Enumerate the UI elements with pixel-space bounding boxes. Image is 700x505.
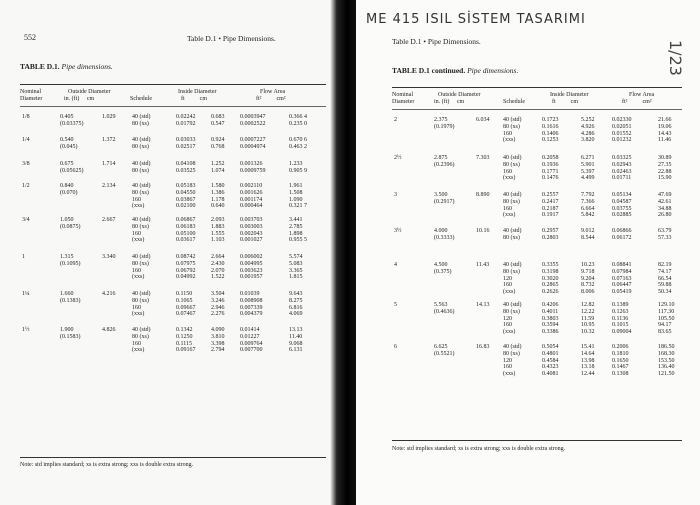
top-rule: [392, 87, 682, 88]
cell-fcm: 3.441 2.785 1.898 0.955 5: [289, 217, 307, 244]
cell-ft: 0.2557 0.2417 0.2187 0.1917: [542, 192, 559, 219]
cell-fa: 0.06866 0.06172: [612, 228, 632, 241]
cell-ft: 0.08742 0.07975 0.06792 0.04992: [176, 254, 196, 281]
cell-od: 0.840 (0.070): [60, 183, 78, 196]
col-flow-units: ft² cm²: [256, 96, 286, 102]
cell-cm: 14.13: [476, 302, 490, 308]
cell-fcm: 30.89 27.35 22.88 15.90: [658, 155, 672, 182]
cell-od: 2.875 (0.2396): [434, 155, 455, 168]
cell-icm: 9.012 8.544: [581, 228, 595, 241]
top-rule: [20, 84, 326, 85]
page-number: 552: [24, 33, 36, 42]
cell-od: 1.050 (0.0875): [60, 217, 81, 230]
cell-fcm: 13.13 11.40 9.068 6.131: [289, 327, 303, 354]
right-page: [356, 0, 700, 505]
col-schedule: Schedule: [130, 96, 152, 102]
cell-icm: 6.271 5.901 5.397 4.499: [581, 155, 595, 182]
cell-od: 4.500 (0.375): [434, 262, 452, 275]
cell-fa: 0.08841 0.07984 0.07163 0.06447 0.05419: [612, 262, 632, 296]
cell-icm: 1.252 1.074: [211, 161, 225, 174]
cell-ft: 0.1723 0.1616 0.1406 0.1253: [542, 117, 559, 144]
bottom-rule: [20, 457, 326, 458]
cell-nom: 1/2: [22, 183, 30, 189]
cell-sch: 40 (std) 80 (xs) 160 (xxs): [503, 117, 522, 144]
cell-od: 0.540 (0.045): [60, 137, 78, 150]
cell-sch: 40 (std) 80 (xs) 120 160 (xxs): [503, 262, 522, 296]
cell-icm: 4.090 3.810 3.398 2.794: [211, 327, 225, 354]
table-title: [392, 66, 518, 75]
table-caption: Pipe dimensions.: [61, 62, 113, 71]
cell-cm: 8.890: [476, 192, 490, 198]
cell-fa: 0.05134 0.04587 0.03755 0.02885: [612, 192, 632, 219]
cell-ft: 0.1150 0.1065 0.09667 0.07467: [176, 291, 196, 318]
col-nominal: Nominal Diameter: [20, 89, 43, 102]
cell-fa: 0.003703 0.003003 0.002043 0.001027: [240, 217, 263, 244]
handwritten-course-title: ME 415 ISIL SİSTEM TASARIMI: [366, 12, 586, 27]
cell-fa: 0.002110 0.001626 0.001174 0.000464: [240, 183, 263, 210]
col-outside-units: in. (ft) cm: [434, 99, 465, 105]
cell-ft: 0.02242 0.01792: [176, 114, 196, 127]
cell-fcm: 186.50 168.30 153.50 136.40 121.50: [658, 344, 675, 378]
header-rule: [392, 109, 682, 110]
cell-od: 5.563 (0.4636): [434, 302, 455, 315]
cell-sch: 40 (std) 80 (xs) 120 160 (xxs): [503, 344, 522, 378]
cell-fcm: 5.574 5.083 3.365 1.815: [289, 254, 303, 281]
cell-nom: 1½: [22, 327, 30, 333]
cell-nom: 3½: [394, 228, 402, 234]
cell-cm: 1.372: [102, 137, 116, 143]
cell-nom: 4: [394, 262, 397, 268]
cell-fa: 0.01414 0.01227 0.009764 0.007700: [240, 327, 263, 354]
running-header: Table D.1 • Pipe Dimensions.: [392, 37, 481, 46]
col-schedule: Schedule: [503, 99, 525, 105]
cell-fa: 0.006002 0.004995 0.003623 0.001957: [240, 254, 263, 281]
cell-nom: 2½: [394, 155, 402, 161]
cell-od: 1.900 (0.1583): [60, 327, 81, 340]
cell-ft: 0.2058 0.1936 0.1771 0.1476: [542, 155, 559, 182]
table-note: Note: std implies standard; xs is extra strong; xxs is double extra strong.: [392, 446, 566, 452]
bottom-rule: [392, 440, 682, 441]
cell-icm: 10.23 9.718 9.204 8.732 8.006: [581, 262, 595, 296]
cell-cm: 1.714: [102, 161, 116, 167]
cell-sch: 40 (std) 80 (xs) 160 (xxs): [132, 291, 151, 318]
cell-icm: 0.924 0.768: [211, 137, 225, 150]
cell-fa: 0.0007227 0.0004974: [240, 137, 266, 150]
cell-fa: 0.03325 0.02943 0.02463 0.01711: [612, 155, 632, 182]
cell-icm: 3.504 3.246 2.946 2.276: [211, 291, 225, 318]
cell-icm: 2.664 2.430 2.070 1.522: [211, 254, 225, 281]
cell-icm: 0.683 0.547: [211, 114, 225, 127]
cell-cm: 16.83: [476, 344, 490, 350]
cell-od: 6.625 (0.5521): [434, 344, 455, 357]
cell-ft: 0.05183 0.04550 0.03867 0.02100: [176, 183, 196, 210]
col-flow: Flow Area: [260, 89, 286, 95]
cell-od: 1.660 (0.1383): [60, 291, 81, 304]
table-label: TABLE D.1.: [20, 62, 60, 71]
cell-fcm: 63.79 57.33: [658, 228, 672, 241]
cell-ft: 0.3355 0.3198 0.3020 0.2865 0.2626: [542, 262, 559, 296]
cell-cm: 2.667: [102, 217, 116, 223]
cell-icm: 1.580 1.386 1.178 0.640: [211, 183, 225, 210]
cell-od: 2.375 (0.1979): [434, 117, 455, 130]
cell-sch: 40 (std) 80 (xs) 160 (xxs): [132, 254, 151, 281]
cell-cm: 3.340: [102, 254, 116, 260]
cell-cm: 1.029: [102, 114, 116, 120]
cell-sch: 40 (std) 80 (xs) 160 (xxs): [132, 183, 151, 210]
cell-cm: 2.134: [102, 183, 116, 189]
cell-nom: 1¼: [22, 291, 30, 297]
cell-od: 3.500 (0.2917): [434, 192, 455, 205]
col-inside: Inside Diameter: [178, 89, 217, 95]
cell-fa: 0.2006 0.1810 0.1650 0.1467 0.1308: [612, 344, 629, 378]
cell-cm: 7.303: [476, 155, 490, 161]
cell-fa: 0.01039 0.008908 0.007339 0.004379: [240, 291, 263, 318]
cell-icm: 15.41 14.64 13.98 13.18 12.44: [581, 344, 595, 378]
cell-fa: 0.0003947 0.0002522: [240, 114, 266, 127]
cell-fcm: 47.69 42.61 34.88 26.80: [658, 192, 672, 219]
cell-ft: 0.03033 0.02517: [176, 137, 196, 150]
cell-ft: 0.06867 0.06183 0.05100 0.03617: [176, 217, 196, 244]
cell-sch: 40 (std) 80 (xs) 160 (xxs): [503, 192, 522, 219]
cell-icm: 7.792 7.366 6.664 5.842: [581, 192, 595, 219]
cell-fcm: 1.961 1.508 1.090 0.321 7: [289, 183, 307, 210]
cell-cm: 6.034: [476, 117, 490, 123]
running-header: Table D.1 • Pipe Dimensions.: [187, 34, 276, 43]
cell-sch: 40 (std) 80 (xs): [132, 114, 151, 127]
col-flow-units: ft² cm²: [622, 99, 652, 105]
col-outside-units: in. (ft) cm: [64, 96, 95, 102]
cell-nom: 3/8: [22, 161, 30, 167]
cell-ft: 0.04108 0.03525: [176, 161, 196, 174]
table-caption: Pipe dimensions.: [467, 66, 519, 75]
col-inside: Inside Diameter: [550, 92, 589, 98]
table-label: TABLE D.1 continued.: [392, 66, 466, 75]
cell-fa: 0.1389 0.1263 0.1136 0.1015 0.09004: [612, 302, 632, 336]
cell-od: 1.315 (0.1095): [60, 254, 81, 267]
cell-ft: 0.1342 0.1250 0.1115 0.09167: [176, 327, 196, 354]
cell-sch: 40 (std) 80 (xs) 160 (xxs): [132, 217, 151, 244]
cell-ft: 0.4206 0.4011 0.3803 0.3594 0.3386: [542, 302, 559, 336]
cell-od: 0.405 (0.03375): [60, 114, 84, 127]
cell-fa: 0.02330 0.02051 0.01552 0.01232: [612, 117, 632, 144]
cell-nom: 3/4: [22, 217, 30, 223]
col-outside: Outside Diameter: [68, 89, 111, 95]
cell-sch: 40 (std) 80 (xs) 160 (xxs): [132, 327, 151, 354]
cell-sch: 40 (std) 80 (xs): [132, 137, 151, 150]
cell-fcm: 129.10 117.30 105.50 94.17 83.65: [658, 302, 675, 336]
cell-od: 0.675 (0.05625): [60, 161, 84, 174]
cell-fcm: 9.643 8.275 6.816 4.069: [289, 291, 303, 318]
cell-od: 4.000 (0.3333): [434, 228, 455, 241]
header-rule: [20, 106, 326, 107]
cell-nom: 1: [22, 254, 25, 260]
cell-nom: 6: [394, 344, 397, 350]
cell-fa: 0.001326 0.0009759: [240, 161, 266, 174]
col-inside-units: ft cm: [552, 99, 578, 105]
cell-cm: 4.826: [102, 327, 116, 333]
cell-ft: 0.2957 0.2803: [542, 228, 559, 241]
cell-cm: 10.16: [476, 228, 490, 234]
cell-fcm: 1.233 0.905 9: [289, 161, 307, 174]
col-inside-units: ft cm: [181, 96, 207, 102]
cell-nom: 5: [394, 302, 397, 308]
cell-icm: 2.093 1.883 1.555 1.103: [211, 217, 225, 244]
col-nominal: Nominal Diameter: [392, 92, 415, 105]
cell-cm: 4.216: [102, 291, 116, 297]
cell-nom: 3: [394, 192, 397, 198]
col-flow: Flow Area: [629, 92, 655, 98]
cell-icm: 5.252 4.926 4.286 3.820: [581, 117, 595, 144]
cell-fcm: 0.366 4 0.235 0: [289, 114, 307, 127]
cell-nom: 1/4: [22, 137, 30, 143]
cell-cm: 11.43: [476, 262, 490, 268]
cell-nom: 1/8: [22, 114, 30, 120]
handwritten-page-mark: 1/23: [666, 40, 685, 76]
cell-fcm: 82.19 74.17 66.54 59.88 50.34: [658, 262, 672, 296]
cell-sch: 40 (std) 80 (xs): [132, 161, 151, 174]
cell-sch: 40 (std) 80 (xs) 160 (xxs): [503, 155, 522, 182]
cell-sch: 40 (std) 80 (xs) 120 160 (xxs): [503, 302, 522, 336]
cell-icm: 12.82 12.22 11.59 10.95 10.32: [581, 302, 595, 336]
cell-nom: 2: [394, 117, 397, 123]
cell-fcm: 21.66 19.06 14.43 11.46: [658, 117, 672, 144]
cell-ft: 0.5054 0.4801 0.4584 0.4323 0.4081: [542, 344, 559, 378]
cell-fcm: 0.670 6 0.463 2: [289, 137, 307, 150]
table-note: Note: std implies standard; xs is extra strong; xxs is double extra strong.: [20, 462, 194, 468]
col-outside: Outside Diameter: [438, 92, 481, 98]
table-title: [20, 62, 113, 71]
cell-sch: 40 (std) 80 (xs): [503, 228, 522, 241]
